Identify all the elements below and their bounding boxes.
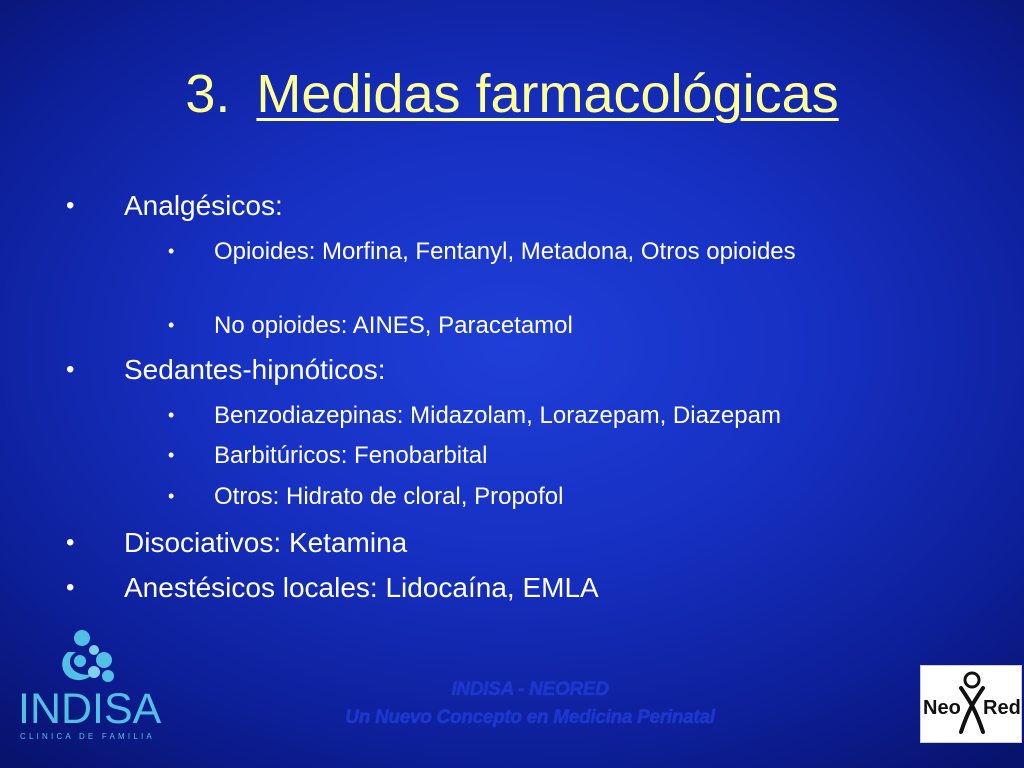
neored-left-text: Neo: [923, 697, 961, 719]
bullet-item-opioides: [168, 236, 854, 267]
bullet-icon: •: [168, 486, 175, 506]
neored-right-text: Red: [983, 697, 1021, 719]
indisa-tagline: CLINICA DE FAMILIA: [20, 732, 155, 741]
footer-line-1: INDISA - NEORED: [451, 679, 609, 700]
bullet-text: Anestésicos locales: Lidocaína, EMLA: [124, 572, 599, 603]
bullet-text: Analgésicos:: [124, 190, 283, 221]
bullet-item-analgesicos: [66, 189, 283, 223]
bullet-text: Sedantes-hipnóticos:: [124, 354, 386, 385]
bullet-text: Disociativos: Ketamina: [124, 527, 408, 558]
bullet-item-anestesicos: [66, 571, 599, 605]
title-text: Medidas farmacológicas: [256, 64, 839, 124]
bullet-icon: •: [66, 356, 75, 383]
bullet-icon: •: [168, 241, 175, 261]
bullet-text: No opioides: AINES, Paracetamol: [214, 312, 573, 339]
bullet-text: Barbitúricos: Fenobarbital: [214, 442, 488, 469]
bullet-item-benzodiazepinas: [168, 400, 781, 431]
bullet-icon: •: [168, 315, 175, 335]
bullet-item-barbituricos: [168, 440, 488, 471]
bullet-icon: •: [168, 405, 175, 425]
indisa-logo: [8, 628, 168, 748]
bullet-item-no-opioides: [168, 310, 573, 341]
indisa-family-icon: [8, 628, 168, 688]
footer-text: [300, 676, 760, 732]
neored-logo: [920, 665, 1022, 743]
bullet-icon: •: [66, 529, 75, 556]
bullet-icon: •: [66, 192, 75, 219]
neored-logo-graphic: [921, 666, 1021, 742]
bullet-text: Benzodiazepinas: Midazolam, Lorazepam, Diazepam: [214, 402, 781, 429]
title-number: 3.: [185, 64, 231, 124]
indisa-wordmark: INDISA: [18, 685, 162, 733]
bullet-icon: •: [66, 574, 75, 601]
bullet-text: Otros: Hidrato de cloral, Propofol: [214, 483, 564, 510]
footer-line-2: Un Nuevo Concepto en Medicina Perinatal: [345, 707, 715, 728]
bullet-item-otros: [168, 481, 564, 512]
bullet-icon: •: [168, 445, 175, 465]
bullet-item-disociativos: [66, 526, 408, 560]
bullet-text: Opioides: Morfina, Fentanyl, Metadona, Otros opioides: [214, 238, 796, 265]
bullet-item-sedantes: [66, 353, 386, 387]
